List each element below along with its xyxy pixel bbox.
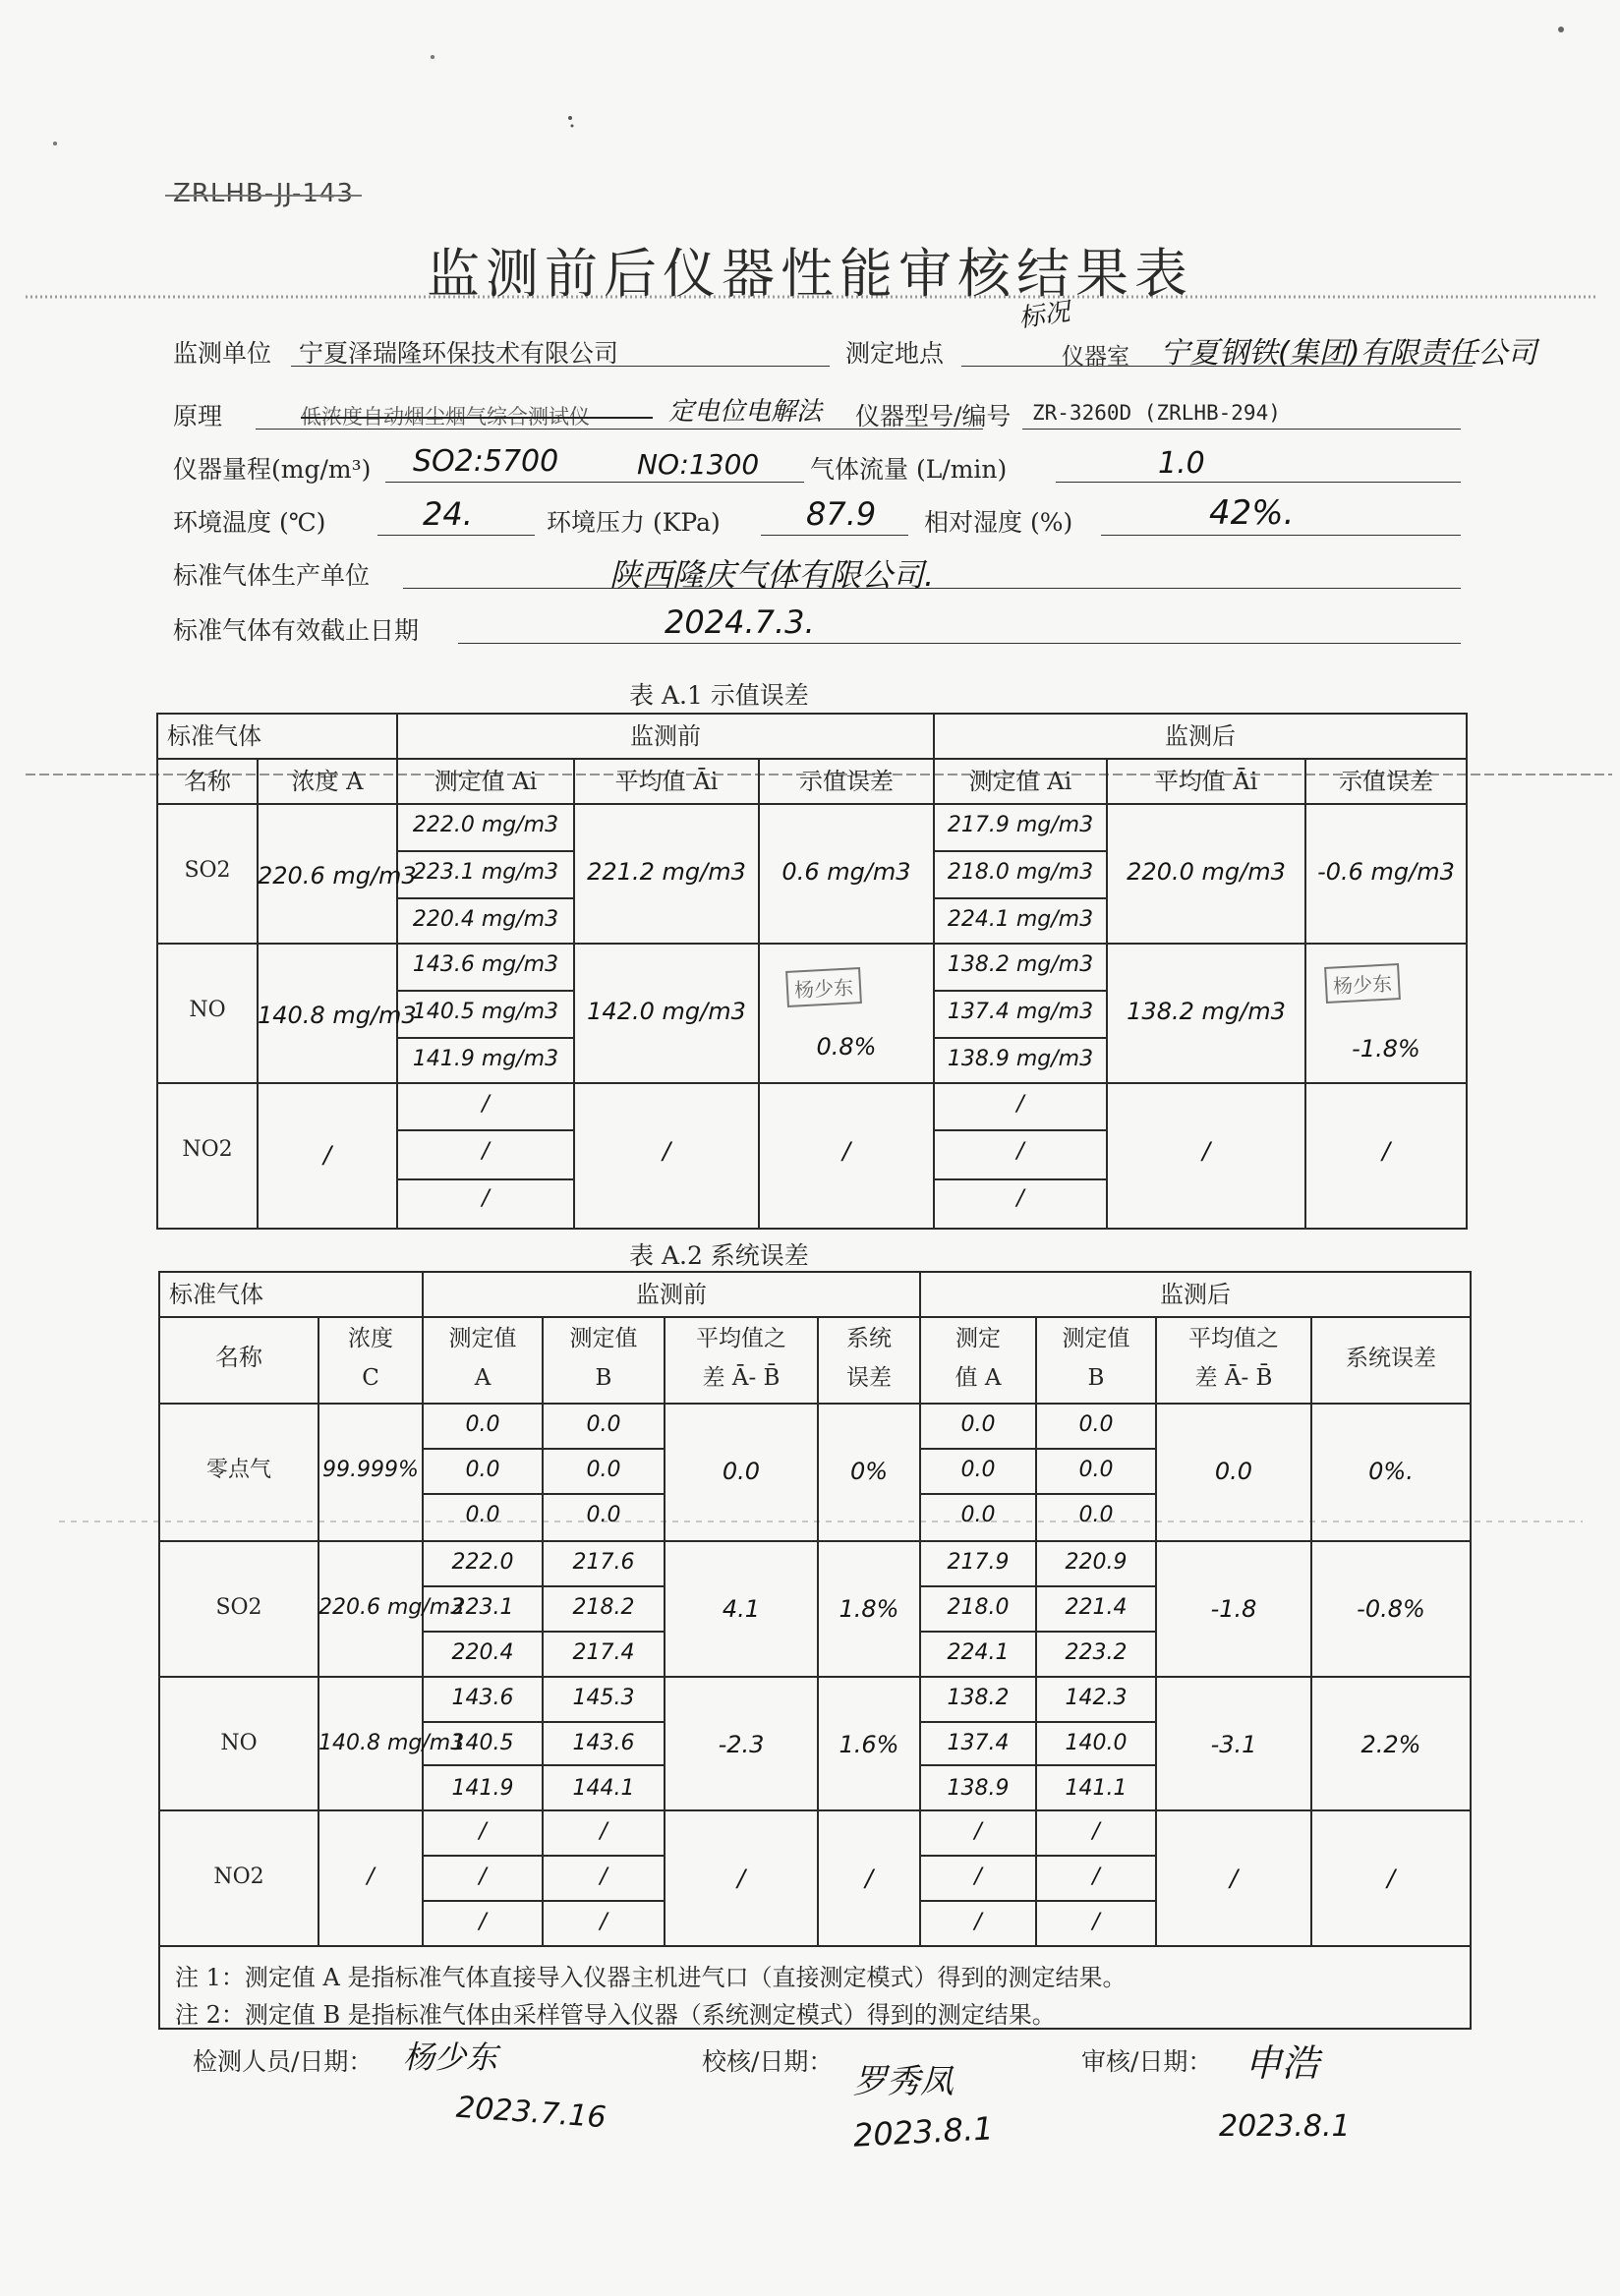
site-label: 测定地点 — [845, 339, 945, 368]
t1-col-name: 名称 — [184, 768, 231, 795]
t2-a-value: 223.1 — [451, 1595, 514, 1620]
t2-b2-value: 223.2 — [1065, 1640, 1128, 1665]
t2-b-value: 217.4 — [572, 1640, 635, 1665]
t1-err-before: 0.8% — [816, 1033, 877, 1061]
t2-sys: / — [864, 1865, 874, 1892]
t1-col-err-before: 示值误差 — [799, 768, 894, 795]
auditor-signature: 申浩 — [1244, 2041, 1320, 2085]
page-title: 监测前后仪器性能审核结果表 — [427, 243, 1193, 305]
t2-col-conc-line2: C — [362, 1365, 379, 1391]
t2-a2-value: 138.9 — [947, 1776, 1010, 1801]
t2-a2-value: 224.1 — [947, 1640, 1010, 1665]
t1-row-name: NO — [189, 998, 226, 1022]
checker-date: 2023.8.1 — [852, 2109, 995, 2154]
t2-b-value: 217.6 — [572, 1550, 635, 1575]
t2-sys: 0% — [849, 1458, 889, 1485]
t2-b2-value: 220.9 — [1065, 1550, 1128, 1575]
t2-a2-value: / — [974, 1910, 982, 1934]
t2-b2-value: / — [1092, 1910, 1100, 1934]
checker-signature: 罗秀凤 — [853, 2062, 954, 2101]
t2-col-b-line2: B — [595, 1365, 612, 1391]
t1-meas-before: 220.4 mg/m3 — [412, 907, 559, 932]
t1-meas-after: 218.0 mg/m3 — [947, 860, 1094, 885]
t2-col-b2-line2: B — [1087, 1365, 1105, 1391]
t1-row-conc: / — [322, 1141, 332, 1169]
t2-diff: -2.3 — [718, 1731, 765, 1758]
t1-err-after: / — [1381, 1137, 1391, 1165]
t2-header-after: 监测后 — [1160, 1281, 1231, 1308]
t2-row-conc: 140.8 mg/m3 — [318, 1731, 465, 1755]
range-no: NO:1300 — [637, 448, 760, 481]
t2-col-b-line1: 测定值 — [569, 1326, 638, 1351]
table2-note-1: 注 1：测定值 A 是指标准气体直接导入仪器主机进气口（直接测定模式）得到的测定结果。 — [175, 1964, 1127, 1991]
t2-b2-value: 221.4 — [1065, 1595, 1128, 1620]
tester-date: 2023.7.16 — [454, 2090, 608, 2136]
auditor-date: 2023.8.1 — [1219, 2109, 1351, 2144]
pressure-value: 87.9 — [806, 495, 877, 533]
t2-a-value: / — [479, 1819, 487, 1844]
auditor-label: 审核/日期： — [1081, 2047, 1213, 2076]
t2-b-value: 144.1 — [572, 1776, 635, 1801]
inspector-stamp: 杨少东 — [1324, 963, 1401, 1004]
monitoring-unit-label: 监测单位 — [173, 339, 272, 368]
t2-row-conc: 220.6 mg/m3 — [318, 1595, 465, 1620]
t2-col-conc-line1: 浓度 — [348, 1326, 393, 1351]
t1-header-after: 监测后 — [1165, 722, 1236, 750]
t2-a2-value: 0.0 — [960, 1503, 996, 1527]
t2-b-value: 218.2 — [572, 1595, 635, 1620]
t1-avg-after: 138.2 mg/m3 — [1127, 998, 1286, 1025]
table1-caption: 表 A.1 示值误差 — [629, 681, 809, 710]
t2-a2-value: 218.0 — [947, 1595, 1010, 1620]
t1-avg-before: 142.0 mg/m3 — [587, 998, 746, 1025]
t2-sys: 1.6% — [839, 1731, 899, 1758]
t2-col-a2-line1: 测定 — [955, 1326, 1001, 1351]
t1-col-avg-before: 平均值 Āi — [614, 768, 719, 795]
t2-col-diff-line2: 差 Ā- B̄ — [702, 1365, 781, 1391]
model-value: ZR-3260D (ZRLHB-294) — [1032, 401, 1281, 425]
t2-row-name: NO — [220, 1731, 258, 1755]
t1-meas-after: / — [1016, 1186, 1024, 1211]
t2-col-a-line1: 测定值 — [448, 1326, 517, 1351]
t2-row-name: 零点气 — [205, 1458, 271, 1482]
t2-diff: / — [736, 1865, 746, 1892]
t1-meas-before: 143.6 mg/m3 — [412, 952, 559, 977]
t2-diff2: -3.1 — [1210, 1731, 1257, 1758]
t2-col-a2-line2: 值 A — [955, 1365, 1002, 1391]
t1-row-conc: 220.6 mg/m3 — [258, 862, 417, 890]
t2-a2-value: 138.2 — [947, 1686, 1010, 1710]
t2-a-value: 220.4 — [451, 1640, 514, 1665]
t1-meas-after: 137.4 mg/m3 — [947, 1000, 1094, 1024]
t2-diff2: -1.8 — [1210, 1595, 1257, 1623]
site-handwritten-top: 标况 — [1016, 297, 1072, 334]
t2-col-diff-line1: 平均值之 — [696, 1326, 786, 1351]
t1-err-after: -1.8% — [1352, 1035, 1420, 1062]
t2-b2-value: 142.3 — [1065, 1686, 1128, 1710]
temperature-value: 24. — [423, 495, 473, 533]
pressure-label: 环境压力 (KPa) — [547, 508, 721, 537]
tester-label: 检测人员/日期： — [193, 2047, 374, 2076]
t1-err-after: -0.6 mg/m3 — [1317, 858, 1455, 886]
t2-diff2: 0.0 — [1214, 1458, 1253, 1485]
gas-maker-value: 陕西隆庆气体有限公司. — [609, 556, 935, 594]
t2-row-conc: 99.999% — [322, 1458, 419, 1482]
t2-b2-value: 140.0 — [1065, 1731, 1128, 1755]
t2-b-value: 0.0 — [586, 1503, 621, 1527]
flow-label: 气体流量 (L/min) — [810, 455, 1008, 484]
t2-col-name: 名称 — [215, 1344, 262, 1371]
t2-a2-value: 217.9 — [947, 1550, 1010, 1575]
t2-b-value: / — [600, 1819, 608, 1844]
t1-meas-after: 217.9 mg/m3 — [947, 813, 1094, 837]
t2-a-value: 140.5 — [451, 1731, 514, 1755]
t2-b-value: 0.0 — [586, 1458, 621, 1482]
t2-a-value: 0.0 — [465, 1458, 500, 1482]
t1-meas-after: / — [1016, 1139, 1024, 1164]
t2-b-value: 143.6 — [572, 1731, 635, 1755]
temperature-label: 环境温度 (℃) — [173, 508, 326, 537]
t1-col-avg-after: 平均值 Āi — [1154, 768, 1258, 795]
t2-col-diff2-line1: 平均值之 — [1188, 1326, 1279, 1351]
checker-label: 校核/日期： — [702, 2047, 834, 2076]
model-label: 仪器型号/编号 — [855, 402, 1012, 430]
t1-row-name: NO2 — [182, 1137, 233, 1162]
t2-a-value: 141.9 — [451, 1776, 514, 1801]
t2-a-value: / — [479, 1910, 487, 1934]
t2-a-value: 0.0 — [465, 1503, 500, 1527]
t2-col-b2-line1: 测定值 — [1062, 1326, 1130, 1351]
flow-value: 1.0 — [1158, 446, 1205, 481]
t2-sys2: 0%. — [1368, 1458, 1414, 1485]
t1-meas-before: 222.0 mg/m3 — [412, 813, 559, 837]
t2-b-value: / — [600, 1865, 608, 1889]
humidity-label: 相对湿度 (%) — [924, 508, 1073, 537]
t1-col-conc: 浓度 A — [291, 768, 364, 795]
t1-avg-after: 220.0 mg/m3 — [1127, 858, 1286, 886]
t2-col-sys2: 系统误差 — [1346, 1346, 1436, 1371]
t2-a2-value: / — [974, 1865, 982, 1889]
t1-meas-after: 138.2 mg/m3 — [947, 952, 1094, 977]
t2-col-sys-line2: 误差 — [846, 1365, 892, 1391]
t2-b2-value: 0.0 — [1078, 1412, 1114, 1437]
t2-diff2: / — [1229, 1865, 1239, 1892]
t2-b2-value: 141.1 — [1065, 1776, 1128, 1801]
range-label: 仪器量程(mg/m³) — [173, 455, 372, 484]
t2-a2-value: 0.0 — [960, 1458, 996, 1482]
t2-diff: 0.0 — [722, 1458, 761, 1485]
t1-header-before: 监测前 — [630, 722, 701, 750]
tester-signature: 杨少东 — [403, 2038, 498, 2076]
t2-a-value: 222.0 — [451, 1550, 514, 1575]
t2-b2-value: / — [1092, 1865, 1100, 1889]
t2-b2-value: 0.0 — [1078, 1503, 1114, 1527]
t2-col-a-line2: A — [474, 1365, 492, 1391]
t2-b-value: 145.3 — [572, 1686, 635, 1710]
t2-col-diff2-line2: 差 Ā- B̄ — [1194, 1365, 1273, 1391]
t1-avg-before: / — [662, 1137, 671, 1165]
t1-row-conc: 140.8 mg/m3 — [258, 1002, 417, 1029]
table2-caption: 表 A.2 系统误差 — [629, 1241, 809, 1270]
site-handwritten-value: 宁夏钢铁(集团)有限责任公司 — [1160, 336, 1537, 371]
t1-col-meas-before: 测定值 Ai — [434, 768, 538, 795]
t1-meas-before: / — [482, 1186, 490, 1211]
t1-err-before: 0.6 mg/m3 — [781, 858, 911, 886]
principle-value: 低浓度自动烟尘烟气综合测试仪 — [301, 405, 590, 429]
t2-header-std-gas: 标准气体 — [169, 1281, 263, 1308]
t1-header-std-gas: 标准气体 — [167, 722, 261, 750]
t2-sys2: -0.8% — [1357, 1595, 1425, 1623]
t1-err-before: / — [841, 1137, 851, 1165]
principle-label: 原理 — [173, 402, 223, 430]
gas-maker-label: 标准气体生产单位 — [173, 561, 371, 590]
t1-meas-before: 141.9 mg/m3 — [412, 1047, 559, 1071]
t2-header-before: 监测前 — [636, 1281, 707, 1308]
principle-handwritten: 定电位电解法 — [668, 397, 823, 427]
t1-col-err-after: 示值误差 — [1339, 768, 1433, 795]
t1-meas-after: 138.9 mg/m3 — [947, 1047, 1094, 1071]
t2-b-value: / — [600, 1910, 608, 1934]
t1-avg-after: / — [1201, 1137, 1211, 1165]
site-printed-value: 仪器室 — [1062, 344, 1129, 370]
table2-note-2: 注 2：测定值 B 是指标准气体由采样管导入仪器（系统测定模式）得到的测定结果。 — [175, 2001, 1056, 2029]
document-code: ZRLHB-JJ-143 — [173, 179, 354, 208]
t1-meas-before: / — [482, 1139, 490, 1164]
t1-meas-before: 140.5 mg/m3 — [412, 1000, 559, 1024]
inspector-stamp: 杨少东 — [785, 967, 862, 1007]
t2-a2-value: / — [974, 1819, 982, 1844]
t1-row-name: SO2 — [184, 858, 231, 883]
t2-row-name: NO2 — [213, 1865, 264, 1889]
gas-expiry-label: 标准气体有效截止日期 — [173, 616, 420, 645]
t2-col-sys-line1: 系统 — [846, 1326, 892, 1351]
t2-a-value: / — [479, 1865, 487, 1889]
t2-b-value: 0.0 — [586, 1412, 621, 1437]
t2-a-value: 0.0 — [465, 1412, 500, 1437]
humidity-value: 42%. — [1209, 493, 1295, 533]
t1-meas-after: / — [1016, 1092, 1024, 1117]
t2-a2-value: 0.0 — [960, 1412, 996, 1437]
t2-a2-value: 137.4 — [947, 1731, 1010, 1755]
t1-avg-before: 221.2 mg/m3 — [587, 858, 746, 886]
t2-sys2: / — [1386, 1865, 1396, 1892]
gas-expiry-value: 2024.7.3. — [665, 603, 815, 641]
t1-col-meas-after: 测定值 Ai — [968, 768, 1072, 795]
t2-b2-value: / — [1092, 1819, 1100, 1844]
t1-meas-after: 224.1 mg/m3 — [947, 907, 1094, 932]
range-so2: SO2:5700 — [413, 444, 559, 479]
t2-sys: 1.8% — [839, 1595, 899, 1623]
t1-meas-before: / — [482, 1092, 490, 1117]
t2-a-value: 143.6 — [451, 1686, 514, 1710]
t2-diff: 4.1 — [722, 1595, 761, 1623]
t2-sys2: 2.2% — [1360, 1731, 1421, 1758]
t2-row-conc: / — [367, 1865, 375, 1889]
t2-b2-value: 0.0 — [1078, 1458, 1114, 1482]
monitoring-unit-value: 宁夏泽瑞隆环保技术有限公司 — [299, 339, 619, 368]
t2-row-name: SO2 — [215, 1595, 262, 1620]
t1-meas-before: 223.1 mg/m3 — [412, 860, 559, 885]
